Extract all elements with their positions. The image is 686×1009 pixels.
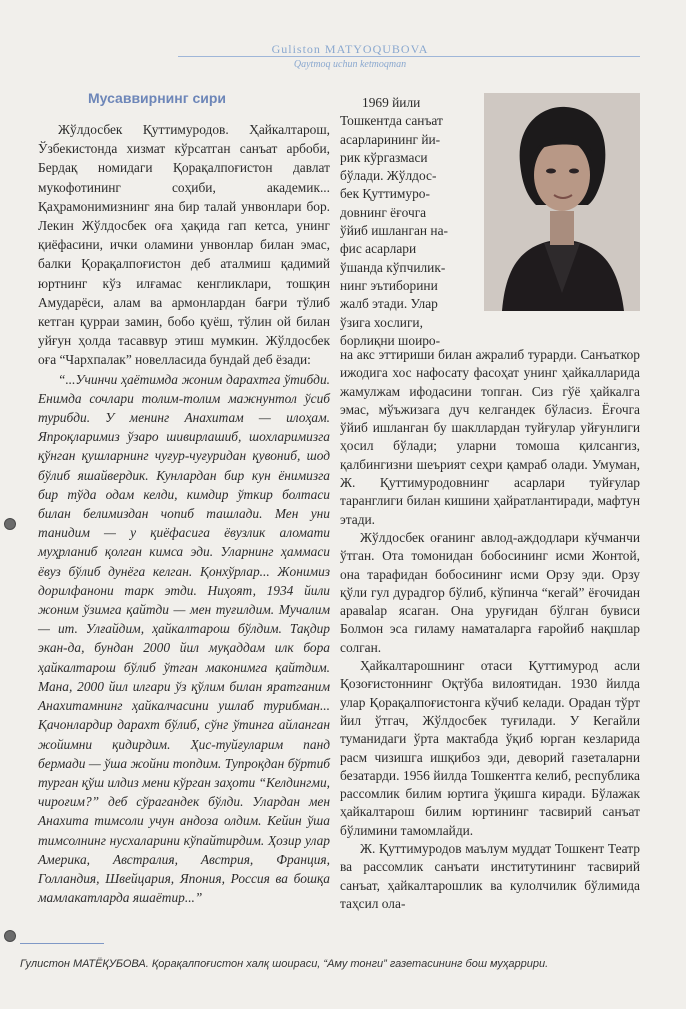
right-paragraph: на акс эттириши билан ажралиб турарди. Санъаткор ижодига хос нафосату фасоҳат унинг ҳайкалларида жамулжам ифодасини топган. Сиз гўё ҳайкалга эмас, мўъжизага дуч келгандек бўласиз. Ёғочга ўйиб ишланган бу шакллардан туйғулар уйғунлиги ҳосил бўлади; уларни томоша қилсангиз, қалбингизни шеърият сеҳри қамраб олади. Умуман, Ж. Қуттимуродовнинг асарлари туйғулар таранглиги билан кишини ҳайратлантиради, мафтун этади. bbox=[340, 347, 640, 527]
right-top-line: ўшанда кўпчилик- bbox=[340, 259, 446, 275]
binder-hole bbox=[4, 518, 16, 530]
portrait-right-eye bbox=[569, 169, 579, 174]
quote-paragraph: “...Учинчи ҳаётимда жоним дарахтга ўтибди. Енимда сочлари толим-толим мажнунтол ўсиб турибди. У менинг Анахитам — илоҳам. Япроқларимиз ўзаро шивирлашиб, шохларимизга қўнган қушларнинг чуғур-чуғуридан қувониб, шод бўлиб яшайвердик. Кунлардан бир кун ёнимизга бир тўда одам келди, кимдир ўткир болтаси билан белимиздан чопиб ташлади. Мен уни танидим — у қиёфасига ёвузлик аломати муҳрланиб қолган кимса эди. Уларнинг ҳаммаси ёвуз бўлиб дунёга келган. Қонхўрлар... Жонимиз дорилфанони тарк этди. Ниҳоят, 1934 йили жоним ўзимга қайтди — мен туғилдим. Мучалим — ит. Улғайдим, ҳайкалтарош бўлдим. Тақдир экан-да, бундан 2000 йил муқаддам илк бора ҳайкалтарош бўлиб ўтган маконимга қайтдим. Мана, 2000 йил илгари ўз қўлим билан яратганим Анахитамнинг ҳайкалчасини ушлаб турибман... Қачонлардир дарахт бўлиб, сўнг ўтинга айланган жойимни қидирдим. Ҳис-туйғуларим панд бермади — ўша жойни топдим. Тупроқдан бўртиб турган қўш илдиз мени кўрган заҳоти “Келдингми, чироғим?” деб сўрагандек бўлди. Улардан мен Анахита тимсоли учун андоза олдим. Кейин ўша тимсолнинг нусхаларини кўпайтирдим. Ҳозир улар Америка, Австралия, Австрия, Франция, Голландия, Швейцария, Япония, Россия ва бошқа мамлакатларда яшаётир...” bbox=[38, 371, 330, 906]
article-title: Мусаввирнинг сири bbox=[88, 90, 227, 106]
author-footnote: Гулистон МАТЁҚУБОВА. Қорақалпоғистон халқ шоираси, “Аму тонги” газетасининг бош муҳаррири. bbox=[20, 958, 549, 970]
right-top-line: ўйиб ишланган на- bbox=[340, 223, 448, 239]
right-top-line: жалб этади. Улар bbox=[340, 296, 438, 312]
portrait-neck bbox=[550, 211, 574, 245]
right-top-line: нинг эътиборини bbox=[340, 277, 438, 293]
right-top-line: 1969 йили bbox=[362, 95, 421, 110]
right-top-line: фис асарлари bbox=[340, 241, 417, 257]
right-column-top bbox=[340, 94, 478, 350]
right-top-line: довнинг ёғочга bbox=[340, 204, 427, 220]
right-top-line: ўзига хослиги, bbox=[340, 314, 423, 330]
binder-hole bbox=[4, 930, 16, 942]
right-top-line: Тошкентда санъат bbox=[340, 113, 443, 129]
footnote-rule bbox=[20, 943, 104, 944]
header-subtitle: Qaytmoq uchun ketmoqman bbox=[293, 59, 407, 70]
right-top-line: бўлади. Жўлдос- bbox=[340, 168, 437, 184]
right-top-line: рик кўргазмаси bbox=[340, 149, 428, 165]
right-paragraph: Ҳайкалтарошнинг отаси Қуттимурод асли Қозоғистоннинг Оқтўба вилоятидан. 1930 йилда улар Қорақалпоғистонга кўчиб келади. Орадан тўрт йил ўтгач, Жўлдосбек туғилади. У Кегайли туманидаги ўрта мактабда ўқиб юрган кезларида расм чизишга ишқибоз эди, деворий газеталарни безатарди. 1956 йилда Тошкентга келиб, республика рассомлик билим юртига ўқишга киради. Бўлажак ҳайкалтарош билим юртининг тасвирий санъат бўлимини тамомлайди. bbox=[340, 658, 640, 838]
right-top-line: бек Қуттимуро- bbox=[340, 186, 430, 202]
portrait-face bbox=[534, 139, 590, 211]
header-author: Guliston MATYOQUBOVA bbox=[271, 42, 429, 56]
header-rule bbox=[178, 56, 640, 57]
portrait-illustration bbox=[484, 93, 640, 311]
right-paragraph: Ж. Қуттимуродов маълум муддат Тошкент Театр ва рассомлик санъати институтининг тасвирий санъат, ҳайкалтарошлик ва кулолчилик бўлимида таҳсил ола- bbox=[340, 841, 640, 911]
author-portrait-photo bbox=[484, 93, 640, 311]
left-column bbox=[38, 120, 330, 907]
intro-paragraph: Жўлдосбек Қуттимуродов. Ҳайкалтарош, Ўзбекистонда хизмат кўрсатган санъат арбоби, Бердақ номидаги Қорақалпоғистон давлат мукофотининг соҳиби, академик... Қаҳрамонимизнинг яна бир талай унвонлари бор. Лекин Жўлдосбек оға ҳақида гап кетса, унинг қиёфасини, ички оламини унвонлар билан эмас, балки Қорақалпоғистон деб аталмиш қадимий юртнинг кўз илғамас кенгликлари, тошқин Амударёси, алам ва армонлардан бағри тўлиб кетган қурраи замин, бобо қуёш, тўлин ой билан уйғун ҳолда тасаввур этиш мумкин. Жўлдосбек оға “Чархпалак” новелласида бундай деб ёзади: bbox=[38, 122, 330, 368]
right-column bbox=[340, 346, 640, 913]
right-top-line: асарларининг йи- bbox=[340, 131, 441, 147]
right-top-line: борлиқни шоиро- bbox=[340, 332, 441, 348]
portrait-left-eye bbox=[546, 169, 556, 174]
right-paragraph: Жўлдосбек оғанинг авлод-аждодлари кўчманчи ўтган. Ота томонидан бобосининг исми Жонтой, она тарафидан бобосининг исми Орзу эди. Орзу қўли гул дурадгор бўлиб, кўпинча “кегай” ёғочидан араваlар ясаган. Она уруғидан бўлган бувиси Болмон эса гиламу наматаларга ғаройиб нақшлар солган. bbox=[340, 529, 640, 655]
